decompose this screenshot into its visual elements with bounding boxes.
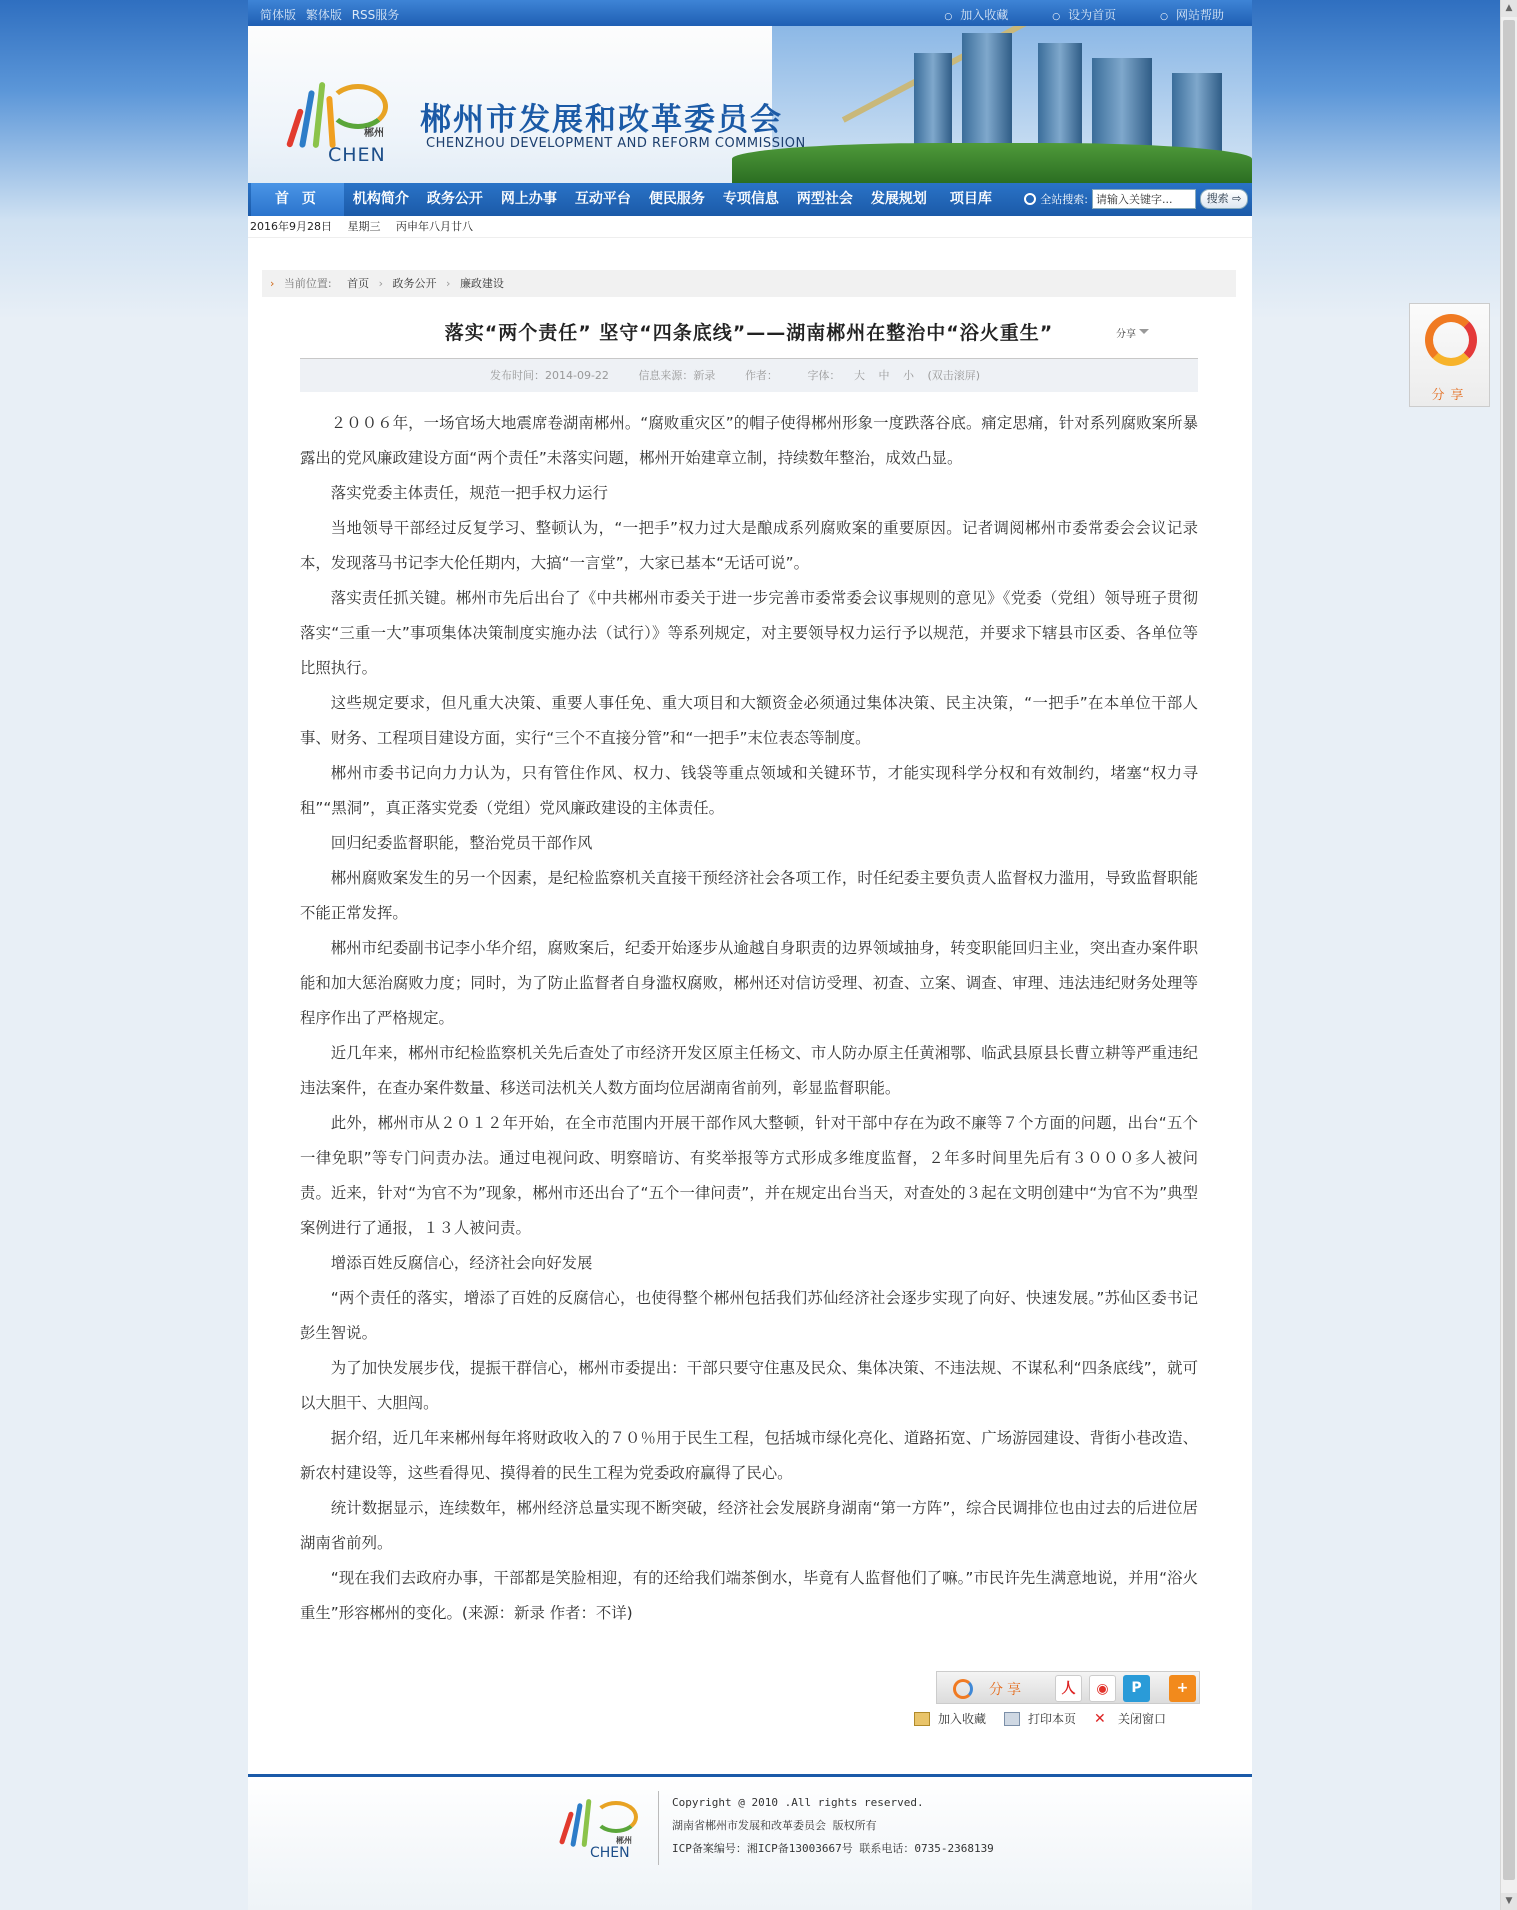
add-favorite-action[interactable] xyxy=(914,1710,986,1727)
scroll-hint: (双击滚屏) xyxy=(927,369,981,382)
article-paragraph: 郴州市纪委副书记李小华介绍，腐败案后，纪委开始逐步从逾越自身职责的边界领域抽身，转变职能回归主业，突出查办案件职能和加大惩治腐败力度；同时，为了防止监督者自身滥权腐败，郴州还对信访受理、初查、立案、调查、审理、违法违纪财务处理等程序作出了严格规定。 xyxy=(300,939,1198,1027)
footer xyxy=(248,1774,1252,1910)
publish-time: 发布时间：2014-09-22 xyxy=(490,369,609,382)
scroll-down-icon[interactable]: ▼ xyxy=(1501,1893,1517,1910)
header-banner xyxy=(248,26,1252,183)
nav-item-two-type-society[interactable]: 两型社会 xyxy=(796,191,853,207)
author: 作者： xyxy=(744,369,778,382)
close-window-action[interactable] xyxy=(1094,1710,1166,1727)
share-dropdown[interactable]: 分享 xyxy=(1116,325,1149,340)
share-bar xyxy=(936,1671,1200,1704)
article-meta xyxy=(300,358,1198,392)
scroll-up-icon[interactable]: ▲ xyxy=(1501,0,1517,17)
article-paragraph: 近几年来，郴州市纪检监察机关先后查处了市经济开发区原主任杨文、市人防办原主任黄湘鄂、临武县原县长曹立耕等严重违纪违法案件，在查办案件数量、移送司法机关人数方面均位居湖南省前列，彰显监督职能。 xyxy=(300,1044,1198,1097)
icp-and-phone: ICP备案编号：湘ICP备13003667号 联系电话：0735-2368139 xyxy=(672,1842,994,1855)
footer-logo-chen: CHEN xyxy=(590,1845,630,1861)
renren-icon[interactable]: 人 xyxy=(1055,1675,1082,1702)
site-help-link[interactable]: ○ 网站帮助 xyxy=(1160,6,1224,23)
nav-item-special-info[interactable]: 专项信息 xyxy=(722,191,779,207)
floating-share-label: 分享 xyxy=(1431,388,1470,403)
print-icon xyxy=(1004,1712,1020,1726)
font-medium-button[interactable]: 中 xyxy=(878,369,890,382)
article-paragraph: 统计数据显示，连续数年，郴州经济总量实现不断突破，经济社会发展跻身湖南“第一方阵”，综合民调排位也由过去的后进位居湖南省前列。 xyxy=(300,1499,1198,1552)
nav-item-project-library[interactable]: 项目库 xyxy=(949,191,992,207)
article-body xyxy=(300,406,1198,1631)
main-navigation xyxy=(248,183,1252,216)
search-button[interactable]: 搜索 ⇨ xyxy=(1200,189,1248,209)
owner: 湖南省郴州市发展和改革委员会 版权所有 xyxy=(672,1819,877,1832)
footer-logo-cz: 郴州 xyxy=(616,1836,632,1845)
nav-item-development-plan[interactable]: 发展规划 xyxy=(870,191,927,207)
site-title: 郴州市发展和改革委员会 xyxy=(420,102,783,138)
article-paragraph: 回归纪委监督职能，整治党员干部作风 xyxy=(330,834,593,852)
print-action[interactable] xyxy=(1004,1710,1076,1727)
font-small-button[interactable]: 小 xyxy=(902,369,914,382)
nav-item-online-services[interactable]: 网上办事 xyxy=(500,191,557,207)
article-paragraph: 当地领导干部经过反复学习、整顿认为，“一把手”权力过大是酿成系列腐败案的重要原因。记者调阅郴州市委常委会会议记录本，发现落马书记李大伦任期内，大搞“一言堂”，大家已基本“无话可说”。 xyxy=(300,519,1198,572)
article-paragraph: ２００６年，一场官场大地震席卷湖南郴州。“腐败重灾区”的帽子使得郴州形象一度跌落谷底。痛定思痛，针对系列腐败案所暴露出的党风廉政建设方面“两个责任”未落实问题，郴州开始建章立制，持续数年整治，成效凸显。 xyxy=(300,414,1198,467)
breadcrumb-separator: › xyxy=(378,277,384,290)
page-actions xyxy=(914,1710,1166,1727)
footer-info xyxy=(672,1791,994,1860)
print-label: 打印本页 xyxy=(1028,1712,1077,1726)
site-logo[interactable] xyxy=(288,76,398,166)
article-paragraph: “现在我们去政府办事，干部都是笑脸相迎，有的还给我们端茶倒水，毕竟有人监督他们了嘛。”市民许先生满意地说，并用“浴火重生”形容郴州的变化。(来源：新录 作者：不详) xyxy=(300,1569,1198,1622)
weekday: 星期三 xyxy=(347,220,381,233)
logo-stroke xyxy=(570,1803,583,1847)
site-search xyxy=(1024,189,1248,209)
add-favorite-label: 加入收藏 xyxy=(938,1712,987,1726)
set-homepage-link[interactable]: ○ 设为首页 xyxy=(1052,6,1116,23)
nav-item-gov-affairs[interactable]: 政务公开 xyxy=(426,191,483,207)
breadcrumb-separator: › xyxy=(446,277,451,290)
close-window-label: 关闭窗口 xyxy=(1118,1712,1167,1726)
breadcrumb-home[interactable]: 首页 xyxy=(347,277,370,290)
qzone-icon[interactable]: P xyxy=(1123,1675,1150,1702)
logo-chen-text: CHEN xyxy=(328,144,386,166)
date-bar xyxy=(248,216,1252,238)
article-paragraph: 这些规定要求，但凡重大决策、重要人事任免、重大项目和大额资金必须通过集体决策、民主决策，“一把手”在本单位干部人事、财务、工程项目建设方面，实行“三个不直接分管”和“一把手”末位表态等制度。 xyxy=(300,694,1198,747)
weibo-icon[interactable]: ◉ xyxy=(1089,1675,1116,1702)
footer-logo xyxy=(558,1793,648,1863)
scroll-thumb[interactable] xyxy=(1503,20,1515,1880)
article-paragraph: 郴州腐败案发生的另一个因素，是纪检监察机关直接干预经济社会各项工作，时任纪委主要负责人监督权力滥用，导致监督职能不能正常发挥。 xyxy=(300,869,1198,922)
logo-stroke xyxy=(582,1799,592,1847)
logo-swoosh xyxy=(328,84,388,129)
logo-swoosh xyxy=(594,1801,638,1833)
article-paragraph: 郴州市委书记向力力认为，只有管住作风、权力、钱袋等重点领域和关键环节，才能实现科学分权和有效制约，堵塞“权力寻租”“黑洞”，真正落实党委（党组）党风廉政建设的主体责任。 xyxy=(300,764,1198,817)
search-label xyxy=(1024,191,1088,207)
simplified-link[interactable]: 简体版 xyxy=(260,8,297,22)
browser-scrollbar[interactable] xyxy=(1500,0,1517,1910)
search-input[interactable] xyxy=(1092,189,1196,209)
footer-divider xyxy=(658,1791,659,1865)
search-label-text: 全站搜索: xyxy=(1040,193,1088,206)
add-favorite-link[interactable]: ○ 加入收藏 xyxy=(944,6,1008,23)
share-bar-label[interactable]: 分享 xyxy=(989,1682,1025,1698)
close-icon: ✕ xyxy=(1094,1710,1106,1727)
article-paragraph: 此外，郴州市从２０１２年开始，在全市范围内开展干部作风大整顿，针对干部中存在为政不廉等７个方面的问题，出台“五个一律免职”等专门问责办法。通过电视问政、明察暗访、有奖举报等方式形成多维度监督，２年多时间里先后有３０００多人被问责。近来，针对“为官不为”现象，郴州市还出台了“五个一律问责”，并在规定出台当天，对查处的３起在文明创建中“为官不为”典型案例进行了通报，１３人被问责。 xyxy=(300,1114,1198,1237)
breadcrumb xyxy=(262,270,1236,297)
article-paragraph: “两个责任的落实，增添了百姓的反腐信心，也使得整个郴州包括我们苏仙经济社会逐步实现了向好、快速发展。”苏仙区委书记彭生智说。 xyxy=(300,1289,1198,1342)
breadcrumb-gov-affairs[interactable]: 政务公开 xyxy=(392,277,437,290)
current-date: 2016年9月28日 xyxy=(250,220,332,233)
nav-item-about[interactable]: 机构简介 xyxy=(352,191,409,207)
page-container xyxy=(248,0,1252,1910)
article-title: 落实“两个责任” 坚守“四条底线”——湖南郴州在整治中“浴火重生” xyxy=(444,322,1054,344)
share-logo-icon xyxy=(1425,314,1477,366)
nav-item-home[interactable]: 首 页 xyxy=(251,183,344,216)
breadcrumb-integrity[interactable]: 廉政建设 xyxy=(459,277,504,290)
breadcrumb-marker-icon: › xyxy=(270,277,275,290)
trees-graphic xyxy=(732,143,1252,183)
site-subtitle: CHENZHOU DEVELOPMENT AND REFORM COMMISSION xyxy=(426,136,806,151)
folder-icon xyxy=(914,1712,930,1726)
nav-item-public-services[interactable]: 便民服务 xyxy=(648,191,705,207)
traditional-link[interactable]: 繁体版 xyxy=(305,8,342,22)
font-large-button[interactable]: 大 xyxy=(853,369,865,382)
article-paragraph: 据介绍，近几年来郴州每年将财政收入的７０％用于民生工程，包括城市绿化亮化、道路拓宽、广场游园建设、背街小巷改造、新农村建设等，这些看得见、摸得着的民生工程为党委政府赢得了民心。 xyxy=(300,1429,1198,1482)
top-utility-bar xyxy=(248,0,1252,26)
lunar-date: 丙申年八月廿八 xyxy=(396,220,473,233)
info-source: 信息来源：新录 xyxy=(638,369,716,382)
breadcrumb-label: 当前位置: xyxy=(283,277,332,290)
more-share-button[interactable]: + xyxy=(1169,1675,1196,1702)
language-links xyxy=(260,6,405,23)
font-size-label: 字体： xyxy=(807,369,841,382)
copyright: Copyright @ 2010 .All rights reserved. xyxy=(672,1796,924,1809)
utility-links xyxy=(944,6,1224,23)
search-icon xyxy=(1024,193,1036,205)
logo-cz-text: 郴州 xyxy=(364,128,384,139)
article-paragraph: 落实党委主体责任，规范一把手权力运行 xyxy=(330,484,608,502)
nav-item-interaction[interactable]: 互动平台 xyxy=(574,191,631,207)
share-logo-icon xyxy=(953,1679,973,1699)
rss-link[interactable]: RSS服务 xyxy=(351,8,400,22)
article-paragraph: 为了加快发展步伐，提振干群信心，郴州市委提出：干部只要守住惠及民众、集体决策、不违法规、不谋私利“四条底线”，就可以大胆干、大胆闯。 xyxy=(300,1359,1198,1412)
floating-share-widget[interactable] xyxy=(1409,303,1490,407)
article-paragraph: 落实责任抓关键。郴州市先后出台了《中共郴州市委关于进一步完善市委常委会议事规则的意见》《党委（党组）领导班子贯彻落实“三重一大”事项集体决策制度实施办法（试行）》等系列规定，对主要领导权力运行予以规范，并要求下辖县市区委、各单位等比照执行。 xyxy=(300,589,1198,677)
article-paragraph: 增添百姓反腐信心，经济社会向好发展 xyxy=(330,1254,593,1272)
